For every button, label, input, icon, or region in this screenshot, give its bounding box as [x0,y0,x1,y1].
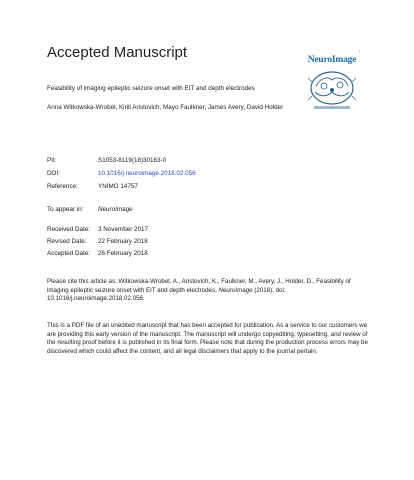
accepted-value: 26 February 2018 [98,250,148,257]
received-value: 3 November 2017 [98,226,149,233]
received-row [47,226,149,233]
journal-logo [302,49,362,117]
author-list: Anna Witkowska-Wrobel, Kirill Aristovich, Mayo Faulkner, James Avery, David Holder [47,104,284,111]
revised-value: 22 February 2018 [98,238,148,245]
pii-value: S1053-8119(18)30163-0 [98,157,167,164]
citation-paragraph [47,278,367,304]
reference-value: YNIMG 14757 [98,183,138,190]
pii-label: PII: [47,157,57,164]
received-label: Received Date: [47,226,91,233]
page-heading: Accepted Manuscript [47,44,188,61]
reference-label: Reference: [47,183,78,190]
article-title: Feasibility of imaging epileptic seizure onset with EIT and depth electrodes [47,85,255,92]
citation-prefix: Please cite this article as: Witkowska-Wrobel, A., Aristovich, K., Faulkner, M., Avery, J., Holder, D., Feasibility of imaging epileptic seizure onset with EIT and depth electrodes, [47,278,351,294]
doi-label: DOI: [47,170,60,177]
manuscript-notice: This is a PDF file of an unedited manuscript that has been accepted for publication. As a service to our customers we are providing this early version of the manuscript. The manuscript will undergo copyediting, typesetting, and review of the resulting proof before it is published in its final form. Please note that during the production process errors may be discovered which could affect the content, and all legal disclaimers that apply to the journal pertain. [47,322,368,355]
journal-name: NeuroImage [98,206,133,213]
logo-corner-mark: ▪ [358,49,360,53]
revised-label: Revised Date: [47,238,87,245]
revised-row [47,238,148,245]
appear-in-row [47,206,133,213]
citation-journal: NeuroImage [218,286,253,294]
citation-suffix: (2018), doi: 10.1016/j.neuroimage.2018.02.056. [47,286,286,303]
accepted-row [47,250,148,257]
doi-link[interactable]: 10.1016/j.neuroimage.2018.02.056 [98,170,196,177]
accepted-label: Accepted Date: [47,250,91,257]
appear-label: To appear in: [47,206,84,213]
brain-illustration-icon [306,68,358,112]
logo-brand-text: NeuroImage [307,55,357,65]
